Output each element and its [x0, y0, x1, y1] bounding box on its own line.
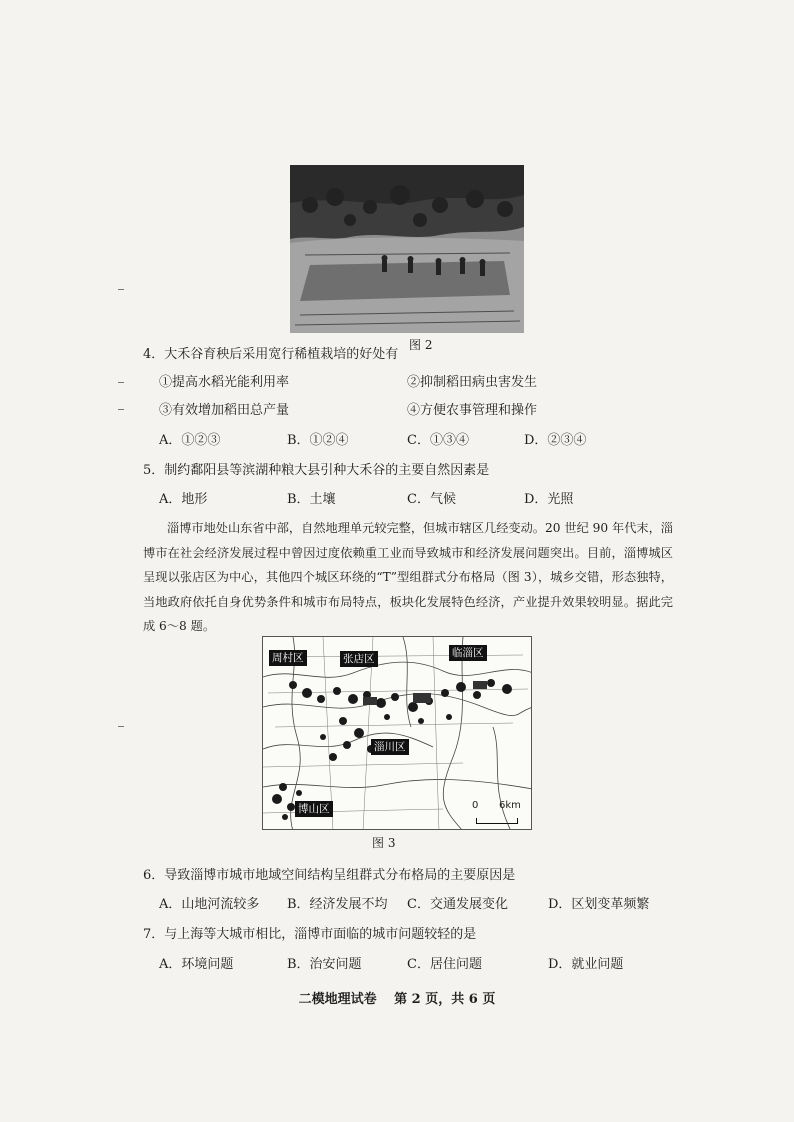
- question-7-option-d: D．就业问题: [548, 957, 624, 972]
- question-5-stem: 5．制约鄱阳县等滨湖种粮大县引种大禾谷的主要自然因素是: [143, 463, 490, 478]
- question-4-item-4: ④方便农事管理和操作: [407, 403, 538, 418]
- question-7-option-b: B．治安问题: [287, 957, 362, 972]
- question-6-option-d: D．区划变革频繁: [548, 897, 650, 912]
- question-7-stem: 7．与上海等大城市相比，淄博市面临的城市问题较轻的是: [143, 927, 477, 942]
- figure-2-caption: 图 2: [409, 338, 433, 352]
- question-5-option-b: B．土壤: [287, 492, 336, 507]
- margin-mark: [118, 409, 124, 410]
- map-label-zichuan: 淄川区: [371, 739, 409, 755]
- question-4-item-1: ①提高水稻光能利用率: [159, 375, 290, 390]
- margin-mark: [118, 382, 124, 383]
- question-6-stem: 6．导致淄博市城市地域空间结构呈组群式分布格局的主要原因是: [143, 868, 516, 883]
- scale-start-label: 0: [472, 800, 479, 811]
- question-5-option-a: A．地形: [159, 492, 208, 507]
- figure-2-photo: [290, 165, 524, 333]
- page-footer: 二模地理试卷 第 2 页，共 6 页: [298, 992, 496, 1007]
- map-label-zhangdian: 张店区: [340, 651, 378, 667]
- margin-mark: [118, 726, 124, 727]
- question-6-option-b: B．经济发展不均: [287, 897, 388, 912]
- figure-3-caption: 图 3: [372, 836, 396, 850]
- question-6-option-a: A．山地河流较多: [159, 897, 260, 912]
- question-5-option-d: D．光照: [524, 492, 574, 507]
- scale-bar-line: [476, 818, 518, 824]
- question-4-option-d: D．②③④: [524, 433, 587, 448]
- margin-mark: [118, 289, 124, 290]
- map-label-zhoucun: 周村区: [269, 650, 307, 666]
- map-scale-bar: [472, 800, 520, 826]
- map-label-linzi: 临淄区: [449, 645, 487, 661]
- question-4-item-2: ②抑制稻田病虫害发生: [407, 375, 538, 390]
- question-4-stem: 4．大禾谷育秧后采用宽行稀植栽培的好处有: [143, 347, 399, 362]
- map-label-boshan: 博山区: [295, 801, 333, 817]
- question-4-item-3: ③有效增加稻田总产量: [159, 403, 290, 418]
- question-7-option-a: A．环境问题: [159, 957, 234, 972]
- question-7-option-c: C．居住问题: [407, 957, 482, 972]
- question-4-option-b: B．①②④: [287, 433, 349, 448]
- reading-passage: 淄博市地处山东省中部，自然地理单元较完整，但城市辖区几经变动。20 世纪 90 年代末，淄博市在社会经济发展过程中曾因过度依赖重工业而导致城市和经济发展问题突出。目前，淄博城区呈现以张店区为中心，其他四个城区环绕的“T”型组群式分布格局（图 3），城乡交错，形态独特，当地政府依托自身优势条件和城市布局特点，板块化发展特色经济，产业提升效果较明显。据此完成 6～8 题。: [143, 521, 673, 633]
- question-5-option-c: C．气候: [407, 492, 456, 507]
- scale-end-label: 6km: [499, 800, 521, 811]
- question-4-option-a: A．①②③: [159, 433, 221, 448]
- question-6-option-c: C．交通发展变化: [407, 897, 508, 912]
- question-4-option-c: C．①③④: [407, 433, 469, 448]
